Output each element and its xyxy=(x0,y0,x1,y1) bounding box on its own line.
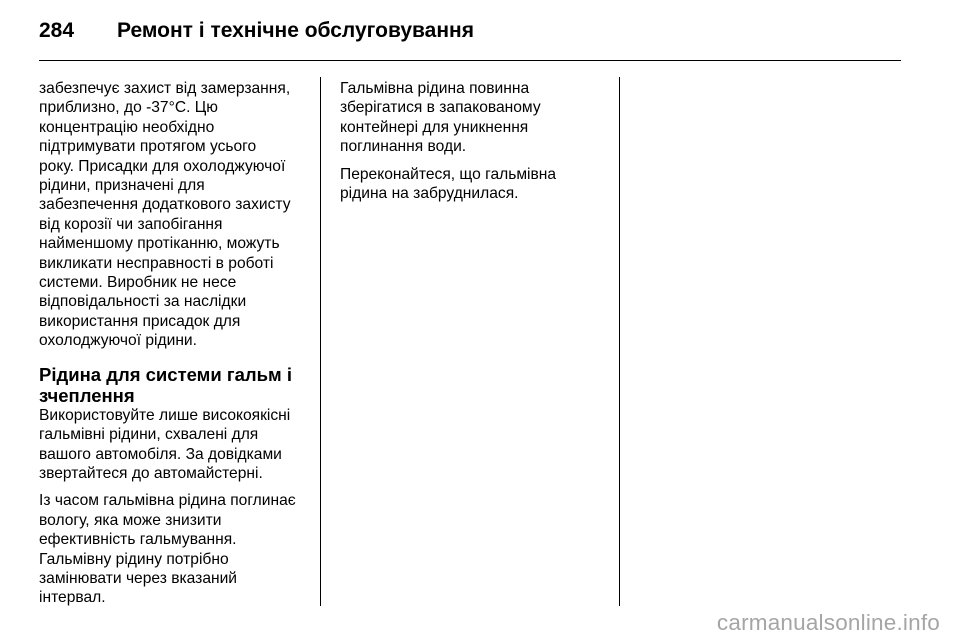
watermark: carmanualsonline.info xyxy=(716,610,940,635)
middle-paragraph-2: Переконайтеся, що гальмівна рідина на забруднилася. xyxy=(340,165,557,203)
page-number: 284 xyxy=(39,19,75,42)
column-divider-right xyxy=(619,77,620,606)
column-divider-left xyxy=(320,77,321,606)
header-divider xyxy=(39,60,901,61)
section-paragraph-1: Використовуйте лише високоякісні гальмівні рідини, схвалені для вашого автомобіля. За довідками звертайтеся до автомайстерні. xyxy=(39,406,291,482)
middle-column xyxy=(340,79,612,211)
section-paragraph-2: Із часом гальмівна рідина поглинає вологу, яка може знизити ефективність гальмування. Гальмівну рідину потрібно замінювати через вказаний інтервал. xyxy=(39,492,296,607)
intro-paragraph: забезпечує захист від замерзання, приблизно, до -37°C. Цю концентрацію необхідно підтримувати протягом усього року. Присадки для охолоджуючої рідини, призначені для забезпечення додаткового захисту від корозії чи запобігання найменшому протіканню, можуть викликати несправності в роботі системи. Виробник не несе відповідальності за наслідки використання присадок для охолоджуючої рідини. xyxy=(39,80,291,350)
left-column xyxy=(39,79,311,616)
page-title: Ремонт і технічне обслуговування xyxy=(117,19,474,42)
middle-paragraph-1: Гальмівна рідина повинна зберігатися в запакованому контейнері для уникнення поглинання води. xyxy=(340,80,541,156)
section-heading: Рідина для системи гальм і зчеплення xyxy=(39,363,292,406)
